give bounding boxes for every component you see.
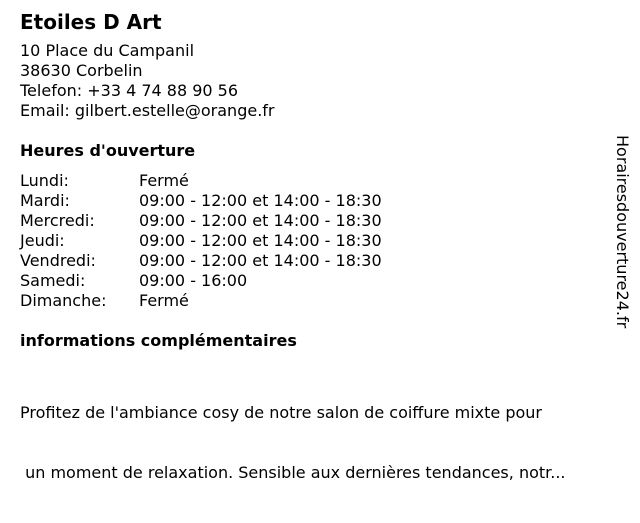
business-card xyxy=(20,10,610,523)
info-heading: informations complémentaires xyxy=(20,331,297,350)
info-line-1: Profitez de l'ambiance cosy de notre salon de coiffure mixte pour xyxy=(20,403,542,422)
day-hours: 09:00 - 16:00 xyxy=(139,271,248,290)
hours-heading: Heures d'ouverture xyxy=(20,141,196,160)
site-watermark: Horairesdouverture24.fr xyxy=(613,135,632,329)
address-line-2: 38630 Corbelin xyxy=(20,61,143,80)
day-hours: 09:00 - 12:00 et 14:00 - 18:30 xyxy=(139,251,382,270)
day-hours: 09:00 - 12:00 et 14:00 - 18:30 xyxy=(139,211,382,230)
email-address: Email: gilbert.estelle@orange.fr xyxy=(20,101,275,120)
phone-number: Telefon: +33 4 74 88 90 56 xyxy=(20,81,239,100)
hours-row-sunday xyxy=(20,291,610,311)
hours-table xyxy=(20,171,610,311)
day-label: Samedi: xyxy=(20,271,86,290)
contact-block xyxy=(20,41,610,121)
day-label: Jeudi: xyxy=(20,231,65,250)
day-hours: 09:00 - 12:00 et 14:00 - 18:30 xyxy=(139,191,382,210)
info-line-2: un moment de relaxation. Sensible aux dernières tendances, notr... xyxy=(20,463,566,482)
hours-row-friday xyxy=(20,251,610,271)
business-name: Etoiles D Art xyxy=(20,10,162,34)
hours-row-wednesday xyxy=(20,211,610,231)
day-hours: 09:00 - 12:00 et 14:00 - 18:30 xyxy=(139,231,382,250)
day-label: Mardi: xyxy=(20,191,70,210)
hours-row-thursday xyxy=(20,231,610,251)
day-label: Mercredi: xyxy=(20,211,95,230)
hours-row-saturday xyxy=(20,271,610,291)
day-label: Dimanche: xyxy=(20,291,107,310)
day-label: Lundi: xyxy=(20,171,69,190)
day-label: Vendredi: xyxy=(20,251,96,270)
info-description xyxy=(20,363,610,523)
day-hours: Fermé xyxy=(139,291,189,310)
hours-row-monday xyxy=(20,171,610,191)
day-hours: Fermé xyxy=(139,171,189,190)
hours-row-tuesday xyxy=(20,191,610,211)
address-line-1: 10 Place du Campanil xyxy=(20,41,195,60)
